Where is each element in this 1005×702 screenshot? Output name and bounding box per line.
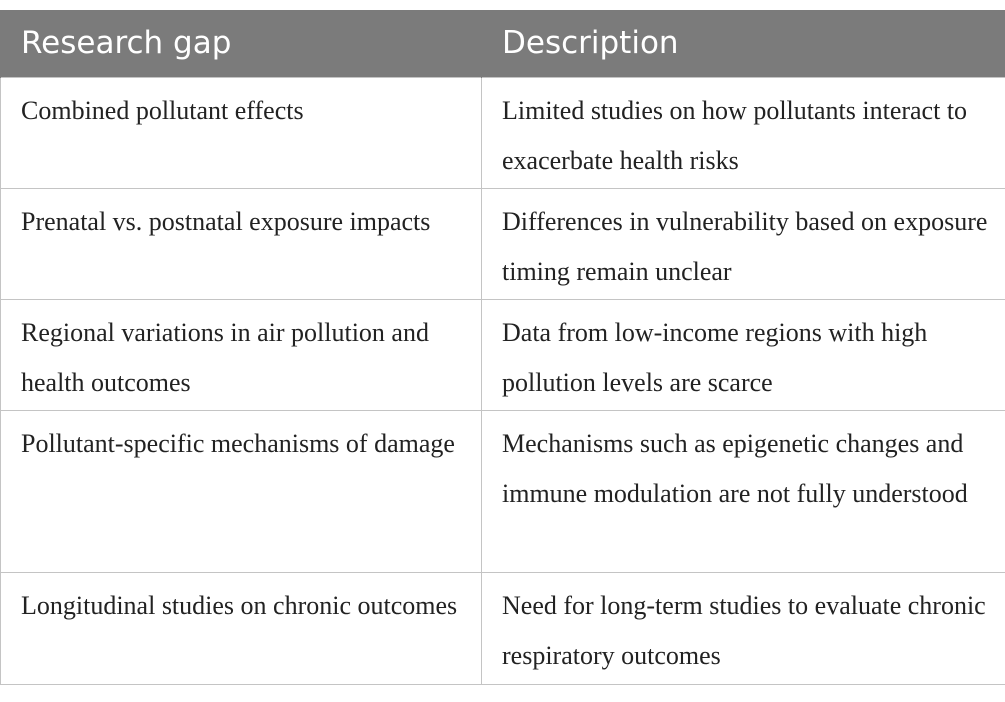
table-row bbox=[1, 299, 1005, 410]
description-cell: Mechanisms such as epigenetic changes and immune modulation are not fully understood bbox=[482, 410, 1005, 572]
research-gap-cell: Prenatal vs. postnatal exposure impacts bbox=[1, 188, 482, 299]
research-gap-cell: Pollutant-specific mechanisms of damage bbox=[1, 410, 482, 572]
description-cell: Limited studies on how pollutants interact to exacerbate health risks bbox=[482, 77, 1005, 188]
table-row bbox=[1, 410, 1005, 572]
research-gap-cell: Longitudinal studies on chronic outcomes bbox=[1, 572, 482, 684]
description-cell: Data from low-income regions with high pollution levels are scarce bbox=[482, 299, 1005, 410]
description-cell: Differences in vulnerability based on exposure timing remain unclear bbox=[482, 188, 1005, 299]
research-gaps-table bbox=[0, 10, 1005, 685]
research-gap-cell: Regional variations in air pollution and health outcomes bbox=[1, 299, 482, 410]
header-description: Description bbox=[482, 10, 1005, 77]
research-gap-cell: Combined pollutant effects bbox=[1, 77, 482, 188]
table-row bbox=[1, 572, 1005, 684]
table-row bbox=[1, 188, 1005, 299]
description-cell: Need for long-term studies to evaluate chronic respiratory outcomes bbox=[482, 572, 1005, 684]
table-row bbox=[1, 77, 1005, 188]
header-row bbox=[1, 10, 1005, 77]
header-research-gap: Research gap bbox=[1, 10, 482, 77]
table-body bbox=[1, 77, 1005, 684]
table-header bbox=[1, 10, 1005, 77]
